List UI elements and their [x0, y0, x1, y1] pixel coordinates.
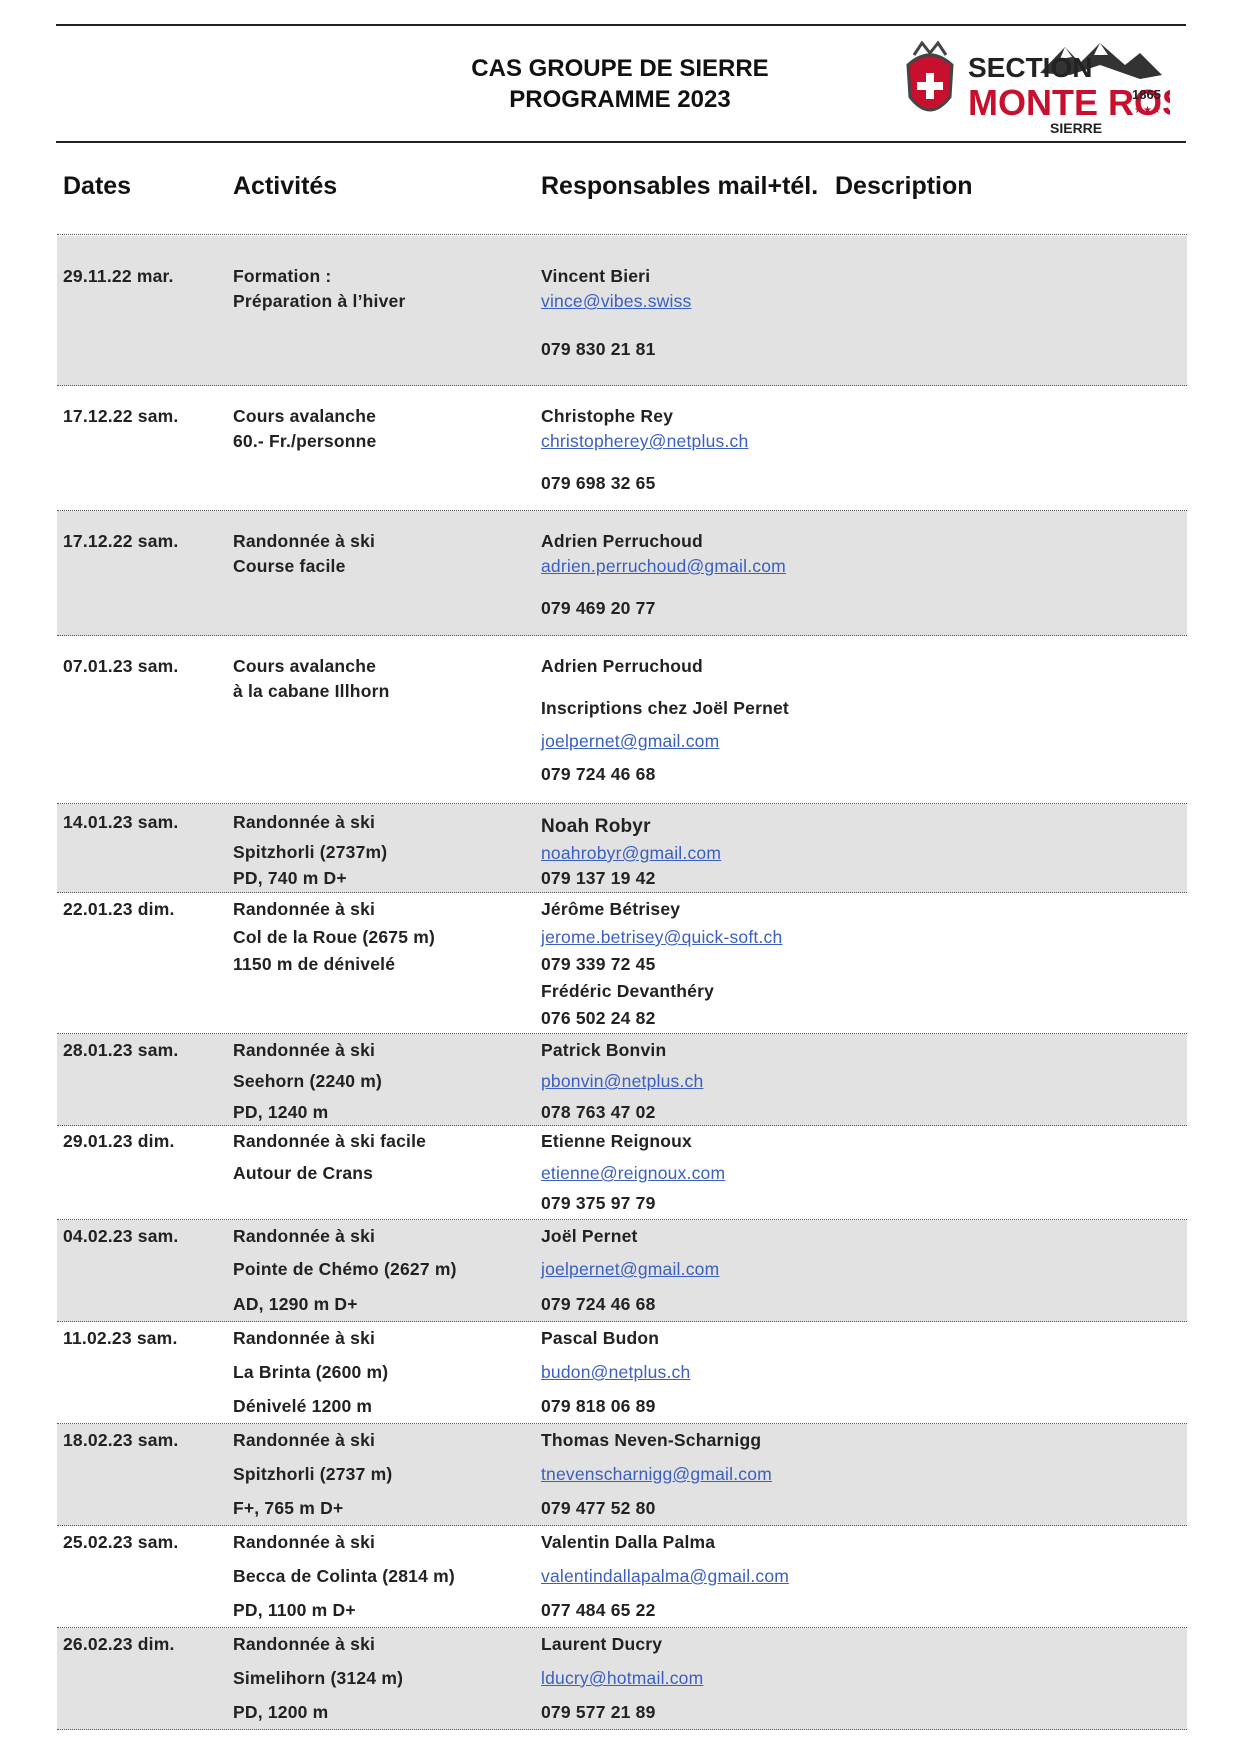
table-row: 11.02.23 sam. Randonnée à ski La Brinta (2600 m) Dénivelé 1200 m Pascal Budon budon@netplus.ch 079 818 06 89 — [57, 1322, 1187, 1424]
row-date: 18.02.23 sam. — [63, 1430, 179, 1450]
svg-text:★★★: ★★★ — [1134, 105, 1161, 116]
row-date: 11.02.23 sam. — [63, 1328, 178, 1348]
table-row: 07.01.23 sam. Cours avalanche à la cabane Illhorn Adrien Perruchoud Inscriptions chez Joël Pernet joelpernet@gmail.com 079 724 46 68 — [57, 636, 1187, 804]
table-row: 22.01.23 dim. Randonnée à ski Col de la Roue (2675 m) 1150 m de dénivelé Jérôme Bétrisey jerome.betrisey@quick-soft.ch 079 339 72 45 Frédéric Devanthéry 076 502 24 82 — [57, 893, 1187, 1034]
email-link[interactable]: joelpernet@gmail.com — [541, 731, 720, 751]
table-row: 17.12.22 sam. Cours avalanche 60.- Fr./personne Christophe Rey christopherey@netplus.ch 079 698 32 65 — [57, 386, 1187, 511]
table-row: 14.01.23 sam. Randonnée à ski Spitzhorli (2737m) PD, 740 m D+ Noah Robyr noahrobyr@gmail.com 079 137 19 42 — [57, 804, 1187, 893]
row-date: 07.01.23 sam. — [63, 656, 179, 676]
document-title: CAS GROUPE DE SIERRE — [471, 55, 769, 82]
row-date: 17.12.22 sam. — [63, 406, 179, 426]
row-date: 14.01.23 sam. — [63, 812, 179, 832]
email-link[interactable]: tnevenscharnigg@gmail.com — [541, 1464, 772, 1484]
email-link[interactable]: jerome.betrisey@quick-soft.ch — [541, 927, 783, 947]
column-header-activities: Activités — [233, 172, 338, 200]
table-row: 18.02.23 sam. Randonnée à ski Spitzhorli (2737 m) F+, 765 m D+ Thomas Neven-Scharnigg tnevenscharnigg@gmail.com 079 477 52 80 — [57, 1424, 1187, 1526]
row-date: 29.11.22 mar. — [63, 266, 174, 286]
email-link[interactable]: valentindallapalma@gmail.com — [541, 1566, 790, 1586]
email-link[interactable]: joelpernet@gmail.com — [541, 1259, 720, 1279]
email-link[interactable]: lducry@hotmail.com — [541, 1668, 704, 1688]
document-subtitle: PROGRAMME 2023 — [509, 86, 731, 113]
logo-sierre-text: SIERRE — [1050, 120, 1103, 135]
section-monte-rosa-logo — [900, 35, 1170, 135]
logo-year-text: 1865 — [1132, 87, 1161, 102]
column-header-dates: Dates — [63, 172, 132, 200]
top-rule — [56, 24, 1186, 26]
table-row: 29.11.22 mar. Formation : Préparation à l’hiver Vincent Bieri vince@vibes.swiss 079 830 21 81 — [57, 236, 1187, 386]
column-header-responsables: Responsables mail+tél. — [541, 172, 819, 200]
email-link[interactable]: christopherey@netplus.ch — [541, 431, 749, 451]
table-row: 26.02.23 dim. Randonnée à ski Simelihorn (3124 m) PD, 1200 m Laurent Ducry lducry@hotmail.com 079 577 21 89 — [57, 1628, 1187, 1730]
row-date: 04.02.23 sam. — [63, 1226, 179, 1246]
table-row: 28.01.23 sam. Randonnée à ski Seehorn (2240 m) PD, 1240 m Patrick Bonvin pbonvin@netplus.ch 078 763 47 02 — [57, 1034, 1187, 1126]
row-date: 26.02.23 dim. — [63, 1634, 175, 1654]
row-date: 29.01.23 dim. — [63, 1131, 175, 1151]
header-divider — [57, 234, 1187, 235]
row-date: 28.01.23 sam. — [63, 1040, 179, 1060]
table-row: 17.12.22 sam. Randonnée à ski Course facile Adrien Perruchoud adrien.perruchoud@gmail.com 079 469 20 77 — [57, 511, 1187, 636]
row-date: 22.01.23 dim. — [63, 899, 175, 919]
email-link[interactable]: pbonvin@netplus.ch — [541, 1071, 704, 1091]
logo-monte-rosa-text: MONTE RO — [968, 82, 1162, 123]
row-date: 25.02.23 sam. — [63, 1532, 179, 1552]
row-date: 17.12.22 sam. — [63, 531, 179, 551]
table-row: 29.01.23 dim. Randonnée à ski facile Autour de Crans Etienne Reignoux etienne@reignoux.com 079 375 97 79 — [57, 1126, 1187, 1220]
logo-section-text: SECTION — [968, 52, 1093, 83]
email-link[interactable]: etienne@reignoux.com — [541, 1163, 726, 1183]
email-link[interactable]: vince@vibes.swiss — [541, 291, 692, 311]
email-link[interactable]: noahrobyr@gmail.com — [541, 843, 722, 863]
column-header-description: Description — [835, 172, 973, 200]
table-row: 04.02.23 sam. Randonnée à ski Pointe de Chémo (2627 m) AD, 1290 m D+ Joël Pernet joelpernet@gmail.com 079 724 46 68 — [57, 1220, 1187, 1322]
email-link[interactable]: budon@netplus.ch — [541, 1362, 691, 1382]
table-row: 25.02.23 sam. Randonnée à ski Becca de Colinta (2814 m) PD, 1100 m D+ Valentin Dalla Palma valentindallapalma@gmail.com 077 484 65 22 — [57, 1526, 1187, 1628]
email-link[interactable]: adrien.perruchoud@gmail.com — [541, 556, 786, 576]
header-bottom-rule — [56, 141, 1186, 143]
